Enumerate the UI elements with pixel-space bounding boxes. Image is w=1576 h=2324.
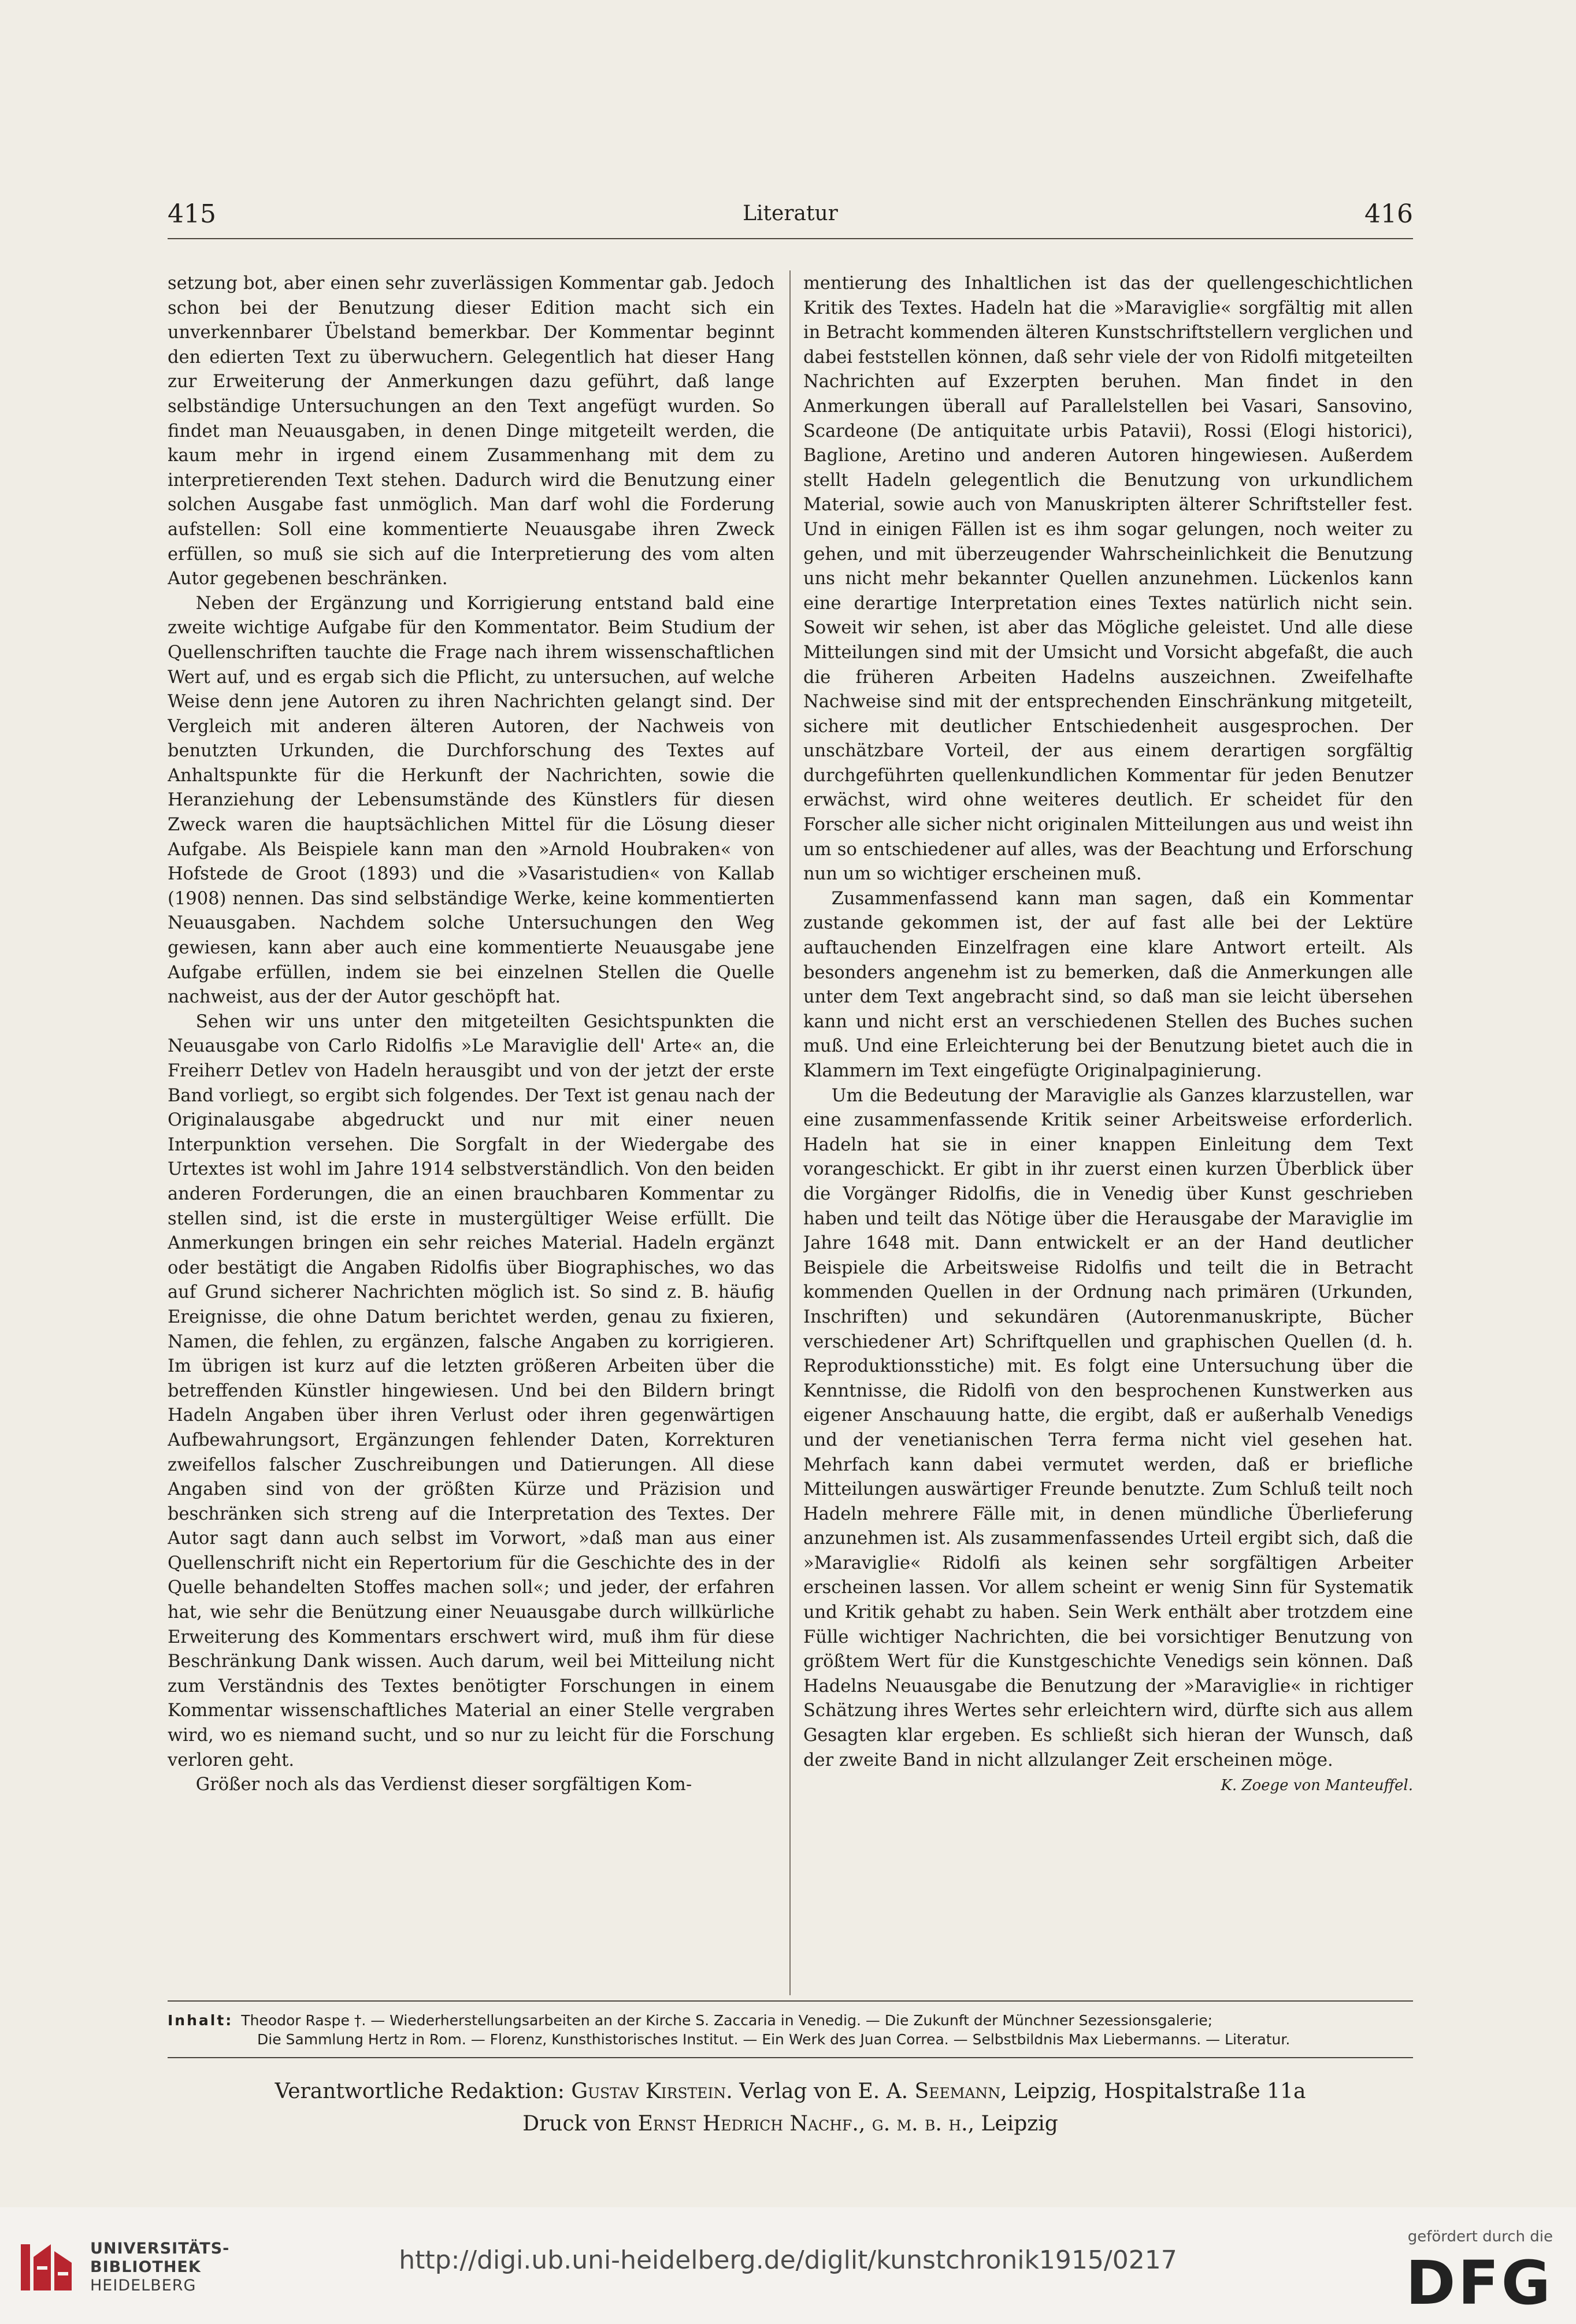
column-divider	[789, 270, 791, 1995]
contents-label: Inhalt:	[168, 2012, 233, 2029]
imprint-line-2	[168, 2108, 1413, 2140]
company-form: g. m. b. h.	[872, 2112, 968, 2136]
paragraph: mentierung des Inhaltlichen ist das der quellengeschichtlichen Kritik des Textes. Hadeln hat die »Maraviglie« sorgfältig mit allen in Betracht kommenden älteren Kunstschriftstellern verglichen und dabei feststellen können, daß sehr viele der von Ridolfi mitgeteilten Nachrichten auf Exzerpten beruhen. Man findet in den Anmerkungen überall auf Parallelstellen bei Vasari, Sansovino, Scardeone (De antiquitate urbis Patavii), Rossi (Elogi historici), Baglione, Aretino und anderen Autoren hingewiesen. Außerdem stellt Hadeln gelegentlich die Benutzung von urkundlichem Material, sowie auch von Manuskripten älterer Schriftsteller fest. Und in einigen Fällen ist es ihm sogar gelungen, noch weiter zu gehen, und mit überzeugender Wahrscheinlichkeit die Benutzung uns nicht mehr bekannter Quellen anzunehmen. Lückenlos kann eine derartige Interpretation eines Textes natürlich nicht sein. Soweit wir sehen, ist aber das Mögliche geleistet. Und alle diese Mitteilungen sind mit der Umsicht und Vorsicht abgefaßt, die auch die früheren Arbeiten Hadelns auszeichnen. Zweifelhafte Nachweise sind mit der entsprechenden Einschränkung mitgeteilt, sichere mit deutlicher Entschiedenheit ausgesprochen. Der unschätzbare Vorteil, der aus einem derartigen sorgfältig durchgeführten quellenkundlichen Kommentar für jeden Benutzer erwächst, wird ohne weiteres deutlich. Er scheidet für den Forscher alle sicher nicht originalen Mitteilungen aus und weist ihn um so entschiedener auf alles, was der Beachtung und Erforschung nun um so wichtiger erscheinen muß.	[803, 273, 1413, 885]
funded-by-label: gefördert durch die	[1407, 2228, 1553, 2245]
contents-line-2: Die Sammlung Hertz in Rom. — Florenz, Kunsthistorisches Institut. — Ein Werk des Juan Correa. — Selbstbildnis Max Liebermanns. — Literatur.	[257, 2031, 1291, 2048]
page-number-right: 416	[1364, 199, 1413, 229]
dfg-logo: DFG	[1406, 2248, 1553, 2318]
contents-line-1: Theodor Raspe †. — Wiederherstellungsarbeiten an der Kirche S. Zaccaria in Venedig. — Die Zukunft der Münchner Sezessionsgalerie;	[241, 2012, 1213, 2029]
paragraph: Sehen wir uns unter den mitgeteilten Gesichtspunkten die Neuausgabe von Carlo Ridolfis »Le Maraviglie dell' Arte« an, die Freiherr Detlev von Hadeln herausgibt und von der jetzt der erste Band vorliegt, so ergibt sich folgendes. Der Text ist genau nach der Originalausgabe abgedruckt und nur mit einer neuen Interpunktion versehen. Die Sorgfalt in der Wiedergabe des Urtextes ist wohl im Jahre 1914 selbstverständlich. Von den beiden anderen Forderungen, die an einen brauchbaren Kommentar zu stellen sind, ist die erste in mustergültiger Weise erfüllt. Die Anmerkungen bringen ein sehr reiches Material. Hadeln ergänzt oder bestätigt die Angaben Ridolfis über Biographisches, wo das auf Grund sicherer Nachrichten möglich ist. So sind z. B. häufig Ereignisse, die ohne Datum berichtet werden, genau zu fixieren, Namen, die fehlen, zu ergänzen, falsche Angaben zu korrigieren. Im übrigen ist kurz auf die letzten größeren Arbeiten über die betreffenden Künstler hingewiesen. Und bei den Bildern bringt Hadeln Angaben über ihren Verlust oder ihren gegenwärtigen Aufbewahrungsort, Ergänzungen fehlender Daten, Korrekturen zweifellos falscher Zuschreibungen und Datierungen. All diese Angaben sind von der größten Kürze und Präzision und beschränken sich streng auf die Interpretation des Textes. Der Autor sagt dann auch selbst im Vorwort, »daß man aus einer Quellenschrift nicht ein Repertorium für die Geschichte des in der Quelle behandelten Stoffes machen soll«; und jeder, der erfahren hat, wie sehr die Benützung einer Neuausgabe durch willkürliche Erweiterung des Kommentars erschwert wird, muß ihm für diese Beschränkung Dank wissen. Auch darum, weil bei Mitteilung nicht zum Verständnis des Textes benötigter Forschungen in einem Kommentar wissenschaftliches Material an einer Stelle vergraben wird, wo es niemand sucht, und so nur zu leicht für die Forschung verloren geht.	[168, 1011, 774, 1770]
page-number-left: 415	[168, 199, 216, 229]
imprint-text: . Verlag von E. A.	[726, 2080, 915, 2103]
imprint-text: , Leipzig, Hospitalstraße 11a	[1000, 2080, 1306, 2103]
publisher-name: Seemann	[914, 2080, 1001, 2103]
logo-line: HEIDELBERG	[90, 2277, 196, 2295]
paragraph: Zusammenfassend kann man sagen, daß ein Kommentar zustande gekommen ist, der auf fast alle bei der Lektüre auftauchenden Einzelfragen eine klare Antwort erteilt. Als besonders angenehm ist zu bemerken, daß die Anmerkungen alle unter dem Text angebracht sind, so daß man sie leicht übersehen kann und nicht erst an verschiedenen Stellen des Buches suchen muß. Und eine Erleichterung bei der Benutzung bietet auch die in Klammern im Text eingefügte Originalpaginierung.	[803, 888, 1413, 1081]
imprint-line-1	[168, 2076, 1413, 2108]
paragraph: setzung bot, aber einen sehr zuverlässigen Kommentar gab. Jedoch schon bei der Benutzung dieser Edition macht sich ein unverkennbarer Übelstand bemerkbar. Der Kommentar beginnt den edierten Text zu überwuchern. Gelegentlich hat dieser Hang zur Erweiterung der Anmerkungen dazu geführt, daß lange selbständige Untersuchungen an den Text angefügt wurden. So findet man Neuausgaben, in denen Dinge mitgeteilt werden, die kaum mehr in irgend einem Zusammenhang mit dem zu interpretierenden Text stehen. Dadurch wird die Benutzung einer solchen Ausgabe fast unmöglich. Man darf wohl die Forderung aufstellen: Soll eine kommentierte Neuausgabe ihren Zweck erfüllen, so muß sie sich auf die Interpretierung des vom alten Autor gegebenen beschränken.	[168, 273, 774, 589]
paragraph: Um die Bedeutung der Maraviglie als Ganzes klarzustellen, war eine zusammenfassende Kritik seiner Arbeitsweise erforderlich. Hadeln hat sie in einer knappen Einleitung dem Text vorangeschickt. Er gibt in ihr zuerst einen kurzen Überblick über die Vorgänger Ridolfis, die in Venedig über Kunst geschrieben haben und teilt das Nötige über die Herausgabe der Maraviglie im Jahre 1648 mit. Dann entwickelt er an der Hand deutlicher Beispiele die Arbeitsweise Ridolfis und teilt die in Betracht kommenden Quellen in der Ordnung nach primären (Urkunden, Inschriften) und sekundären (Autorenmanuskripte, Bücher verschiedener Art) Schriftquellen und graphischen Quellen (d. h. Reproduktionsstiche) mit. Es folgt eine Untersuchung über die Kenntnisse, die Ridolfi von den besprochenen Kunstwerken aus eigener Anschauung hatte, die ergibt, daß er außerhalb Venedigs und der venetianischen Terra ferma nicht viel gesehen hat. Mehrfach kann dabei vermutet werden, daß er briefliche Mitteilungen auswärtiger Freunde benutzte. Zum Schluß teilt noch Hadeln mehrere Fälle mit, in denen mündliche Überlieferung anzunehmen ist. Als zusammenfassendes Urteil ergibt sich, daß die »Maraviglie« Ridolfi als keinen sehr sorgfältigen Arbeiter erscheinen lassen. Vor allem scheint er wenig Sinn für Systematik und Kritik gehabt zu haben. Sein Werk enthält aber trotzdem eine Fülle wichtiger Nachrichten, die bei vorsichtiger Benutzung von größtem Wert für die Kunstgeschichte Venedigs sein können. Daß Hadelns Neuausgabe die Benutzung der »Maraviglie« in richtiger Schätzung ihres Wertes sehr erleichtern wird, dürfte sich aus allem Gesagten klar ergeben. Es schließt sich hieran der Wunsch, daß der zweite Band in nicht allzulanger Zeit erscheinen möge.	[803, 1085, 1413, 1770]
contents-bottom-rule	[168, 2057, 1413, 2058]
editor-name: Gustav Kirstein	[571, 2080, 726, 2103]
left-column	[168, 272, 774, 1970]
page-header	[168, 199, 1413, 234]
printer-name: Ernst Hedrich Nachf.	[637, 2112, 859, 2136]
imprint-text: ,	[858, 2112, 872, 2136]
contents-top-rule	[168, 2000, 1413, 2002]
imprint-text: , Leipzig	[967, 2112, 1058, 2136]
imprint	[168, 2076, 1413, 2140]
digitization-footer	[0, 2207, 1576, 2324]
author-signature: K. Zoege von Manteuffel.	[1221, 1777, 1413, 1795]
imprint-text: Verantwortliche Redaktion:	[275, 2080, 572, 2103]
running-title: Literatur	[743, 202, 838, 225]
imprint-text: Druck von	[522, 2112, 638, 2136]
right-column	[803, 272, 1413, 1970]
table-of-contents	[168, 2011, 1413, 2049]
header-rule	[168, 238, 1413, 239]
paragraph: Größer noch als das Verdienst dieser sorgfältigen Kom-	[195, 1774, 692, 1795]
paragraph: Neben der Ergänzung und Korrigierung entstand bald eine zweite wichtige Aufgabe für den Kommentator. Beim Studium der Quellenschriften tauchte die Frage nach ihrem wissenschaftlichen Wert auf, und es ergab sich die Pflicht, zu untersuchen, auf welche Weise denn jene Autoren zu ihren Nachrichten gelangt sind. Der Vergleich mit anderen älteren Autoren, der Nachweis von benutzten Urkunden, die Durchforschung des Textes auf Anhaltspunkte für die Herkunft der Nachrichten, sowie die Heranziehung der Lebensumstände des Künstlers für diesen Zweck waren die hauptsächlichen Mittel für die Lösung dieser Aufgabe. Als Beispiele kann man den »Arnold Houbraken« von Hofstede de Groot (1893) und die »Vasaristudien« von Kallab (1908) nennen. Das sind selbständige Werke, keine kommentierten Neuausgaben. Nachdem solche Untersuchungen den Weg gewiesen, kann aber auch eine kommentierte Neuausgabe jene Aufgabe erfüllen, indem sie bei einzelnen Stellen die Quelle nachweist, aus der der Autor geschöpft hat.	[168, 593, 774, 1008]
logo-line: BIBLIOTHEK	[90, 2258, 201, 2276]
permalink-url[interactable]: http://digi.ub.uni-heidelberg.de/diglit/kunstchronik1915/0217	[399, 2245, 1177, 2275]
logo-line: UNIVERSITÄTS-	[90, 2240, 230, 2258]
